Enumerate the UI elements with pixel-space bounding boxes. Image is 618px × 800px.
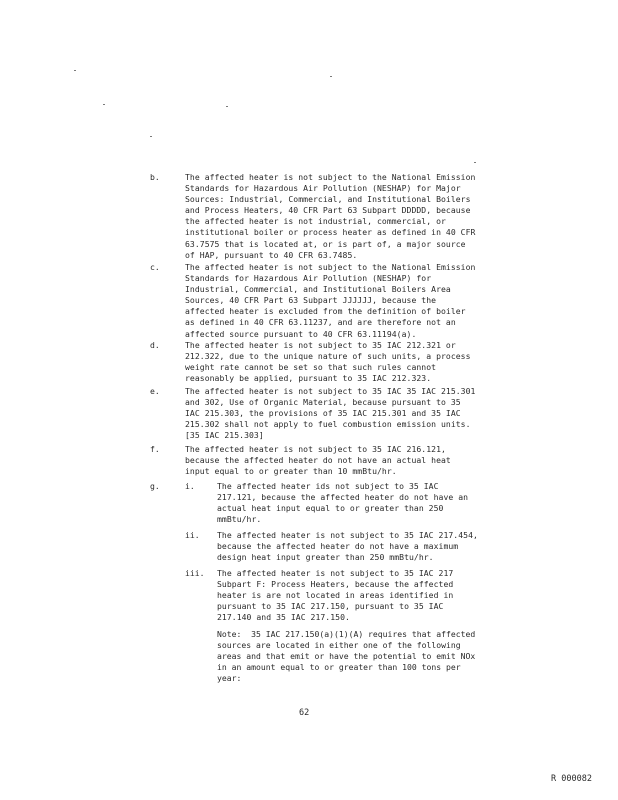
item-text-b: The affected heater is not subject to the National Emission Standards for Hazardous Air Pollution (NESHAP) for Major Sources: Industrial, Commercial, and Institutional Boilers and Process Heaters, 40 CFR Part 63 Subpart DDDDD, because the affected heater is not industrial, commercial, or institutional boiler or process heater as defined in 40 CFR 63.7575 that is located at, or is part of, a major source of HAP, pursuant to 40 CFR 63.7485. (185, 172, 476, 260)
scan-speck (150, 136, 152, 137)
subitem-text-ii: The affected heater is not subject to 35 IAC 217.454, because the affected heater do not have a maximum design heat input greater than 250 mmBtu/hr. (217, 530, 478, 563)
item-text-e: The affected heater is not subject to 35 IAC 35 IAC 215.301 and 302, Use of Organic Material, because pursuant to 35 IAC 215.303, the provisions of 35 IAC 215.301 and 35 IAC 215.302 shall not apply to fuel combustion emission units. [35 IAC 215.303] (185, 386, 476, 441)
item-text-d: The affected heater is not subject to 35 IAC 212.321 or 212.322, due to the unique nature of such units, a process weight rate cannot be set so that such rules cannot reasonably be applied, pursuant to 35 IAC 212.323. (185, 340, 471, 384)
subitem-text-i: The affected heater ids not subject to 35 IAC 217.121, because the affected heater do not have an actual heat input equal to or greater than 250 mmBtu/hr. (217, 481, 469, 525)
note-paragraph: Note: 35 IAC 217.150(a)(1)(A) requires that affected sources are located in either one of the following areas and that emit or have the potential to emit NOx in an amount equal to or greater than 100 tons per year: (217, 629, 476, 684)
item-label-f: f. (150, 444, 160, 454)
subitem-text-iii: The affected heater is not subject to 35 IAC 217 Subpart F: Process Heaters, because the affected heater is are not located in areas identified in pursuant to 35 IAC 217.150, pursuant to 35 IAC 217.140 and 35 IAC 217.150. (217, 568, 454, 623)
bates-number: R 000082 (551, 774, 592, 784)
scan-speck (226, 106, 228, 107)
subitem-label-i: i. (185, 481, 195, 491)
scan-speck (330, 76, 332, 77)
subitem-label-ii: ii. (185, 530, 200, 540)
item-label-c: c. (150, 262, 160, 272)
item-label-e: e. (150, 386, 160, 396)
item-label-g: g. (150, 481, 160, 491)
scan-speck (103, 104, 105, 105)
item-label-d: d. (150, 340, 160, 350)
item-text-c: The affected heater is not subject to the National Emission Standards for Hazardous Air Pollution (NESHAP) for Industrial, Commercial, and Institutional Boilers Area Sources, 40 CFR Part 63 Subpart JJJJJJ, because the affected heater is excluded from the definition of boiler as defined in 40 CFR 63.11237, and are therefore not an affected source pursuant to 40 CFR 63.11194(a). (185, 262, 476, 339)
subitem-label-iii: iii. (185, 568, 205, 578)
scan-speck (474, 162, 476, 163)
item-text-f: The affected heater is not subject to 35 IAC 216.121, because the affected heater do not have an actual heat input equal to or greater than 10 mmBtu/hr. (185, 444, 451, 477)
scan-speck (74, 70, 76, 71)
item-label-b: b. (150, 172, 160, 182)
page-number: 62 (299, 708, 310, 718)
